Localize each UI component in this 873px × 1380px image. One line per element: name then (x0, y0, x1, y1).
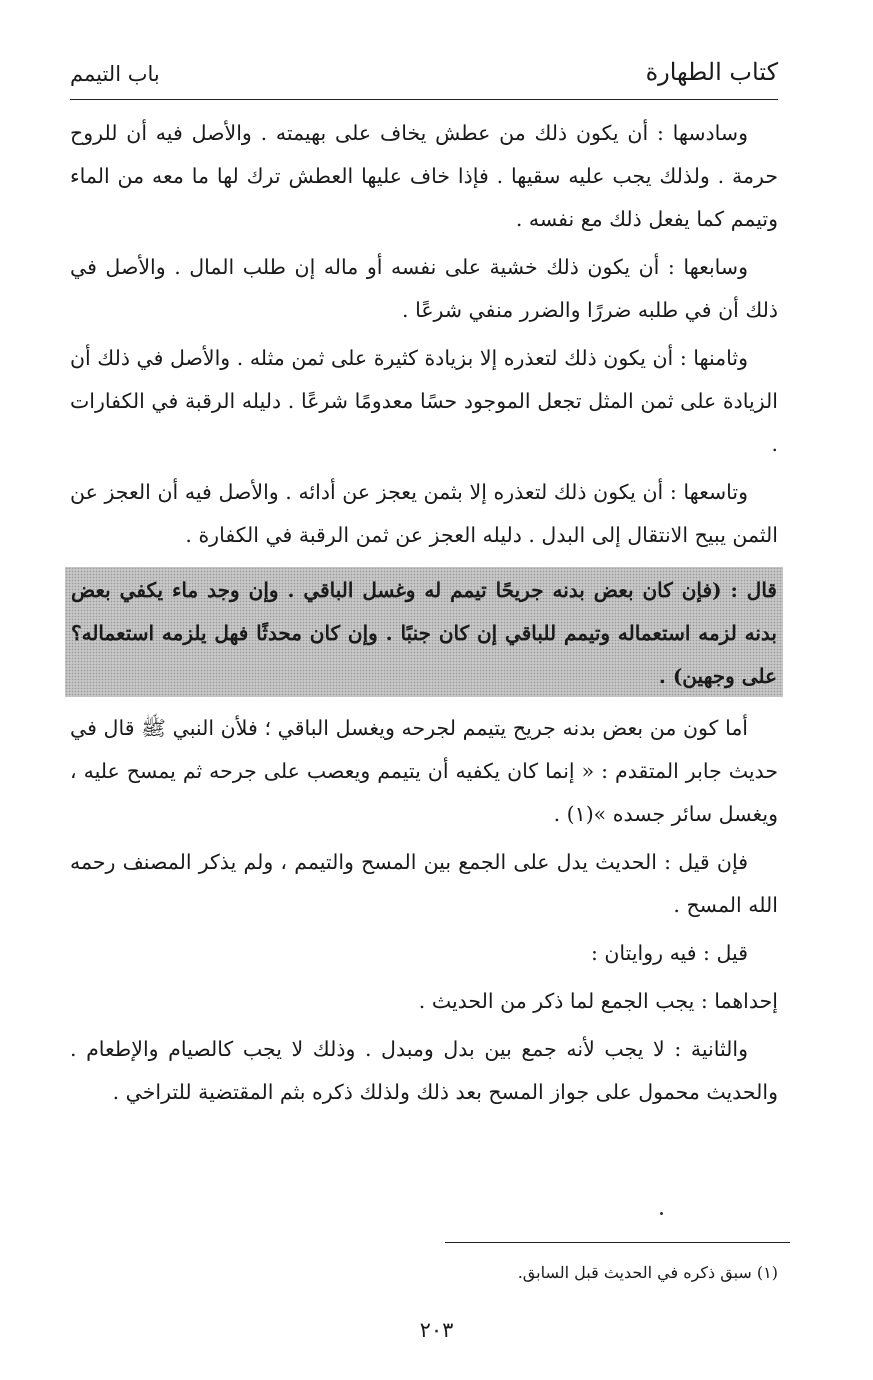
paragraph-second-narration: والثانية : لا يجب لأنه جمع بين بدل ومبدل . وذلك لا يجب كالصيام والإطعام . والحديث محمول على جواز المسح بعد ذلك ولذلك ذكره بثم المقتضية للتراخي . (70, 1037, 778, 1104)
book-title: كتاب الطهارة (645, 58, 778, 86)
paragraph-first-narration: إحداهما : يجب الجمع لما ذكر من الحديث . (418, 989, 778, 1013)
main-text (70, 112, 778, 1119)
paragraph-two-narrations: قيل : فيه روايتان : (590, 941, 748, 965)
paragraph-objection: فإن قيل : الحديث يدل على الجمع بين المسح والتيمم ، ولم يذكر المصنف رحمه الله المسح . (70, 850, 778, 917)
footnote: (١) سبق ذكره في الحديث قبل السابق. (517, 1263, 778, 1282)
paragraph-wounded-body: أما كون من بعض بدنه جريح يتيمم لجرحه ويغسل الباقي ؛ فلأن النبي ﷺ قال في حديث جابر المتقدم : « إنما كان يكفيه أن يتيمم ويعصب على جرحه ثم يمسح عليه ، ويغسل سائر جسده »(١) . (70, 716, 778, 826)
paragraph-seventh-condition: وسابعها : أن يكون ذلك خشية على نفسه أو ماله إن طلب المال . والأصل في ذلك أن في طلبه ضررًا والضرر منفي شرعًا . (70, 255, 778, 322)
page-number: ٢٠٣ (419, 1318, 454, 1342)
header-divider (70, 99, 778, 100)
running-header (70, 52, 778, 96)
stray-dot (660, 1212, 663, 1215)
paragraph-eighth-condition: وثامنها : أن يكون ذلك لتعذره إلا بزيادة كثيرة على ثمن مثله . والأصل في ذلك أن الزيادة على ثمن المثل تجعل الموجود حسًا معدومًا شرعًا . دليله الرقبة في الكفارات . (70, 346, 778, 456)
footnote-divider (445, 1242, 790, 1243)
paragraph-sixth-condition: وسادسها : أن يكون ذلك من عطش يخاف على بهيمته . والأصل فيه أن للروح حرمة . ولذلك يجب عليه سقيها . فإذا خاف عليها العطش ترك لها ما معه من الماء وتيمم كما يفعل ذلك مع نفسه . (70, 121, 778, 231)
chapter-title: باب التيمم (70, 62, 160, 86)
paragraph-ninth-condition: وتاسعها : أن يكون ذلك لتعذره إلا بثمن يعجز عن أدائه . والأصل فيه أن العجز عن الثمن يبيح الانتقال إلى البدل . دليله العجز عن ثمن الرقبة في الكفارة . (70, 480, 778, 547)
matn-quote-block: قال : (فإن كان بعض بدنه جريحًا تيمم له وغسل الباقي . وإن وجد ماء يكفي بعض بدنه لزمه استعماله وتيمم للباقي إن كان جنبًا . وإن كان محدثًا فهل يلزمه استعماله؟ على وجهين) . (65, 567, 783, 697)
